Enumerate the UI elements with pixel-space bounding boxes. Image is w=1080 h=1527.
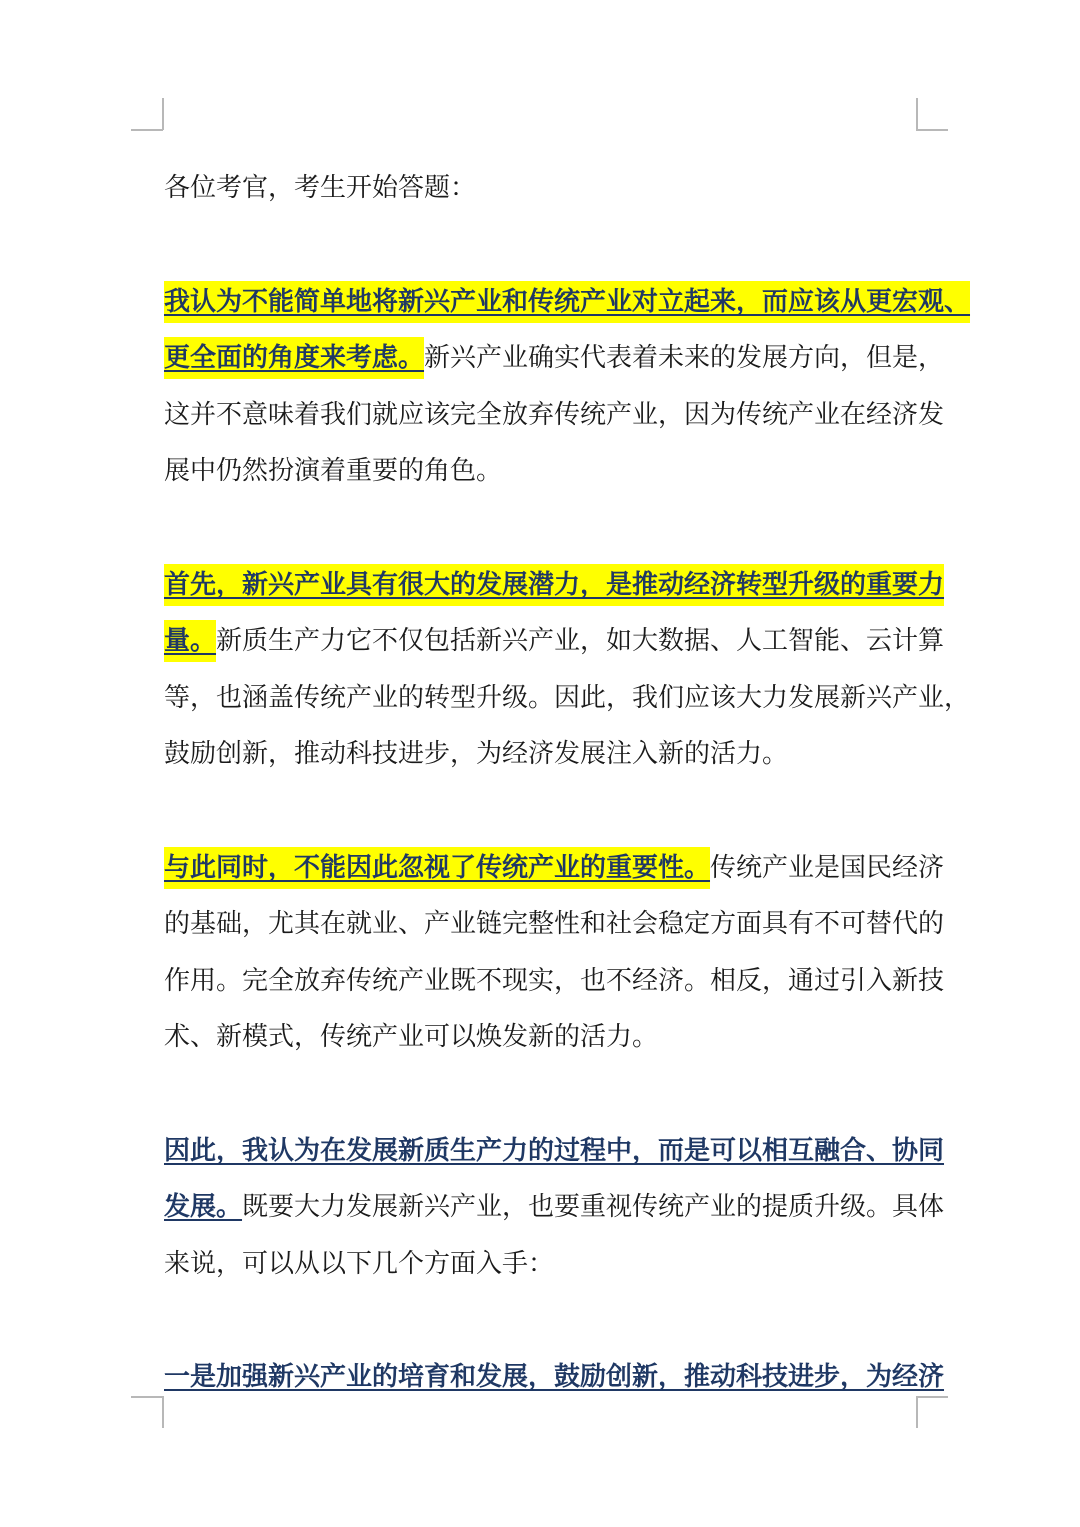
p5-line-1 [164, 1349, 945, 1406]
p2-line-4 [164, 726, 924, 783]
p4-line-2 [164, 1179, 945, 1236]
p3-body-text: 的基础，尤其在就业、产业链完整性和社会稳定方面具有不可替代的 [164, 909, 945, 939]
p2-highlighted-point-end: 量。 [164, 620, 216, 662]
crop-mark-top-right-horizontal [916, 129, 948, 131]
p1-highlighted-claim: 我认为不能简单地将新兴产业和传统产业对立起来，而应该从更宏观、 [164, 281, 970, 323]
p4-body-text: 既要大力发展新兴产业，也要重视传统产业的提质升级。具体 [242, 1192, 945, 1222]
p3-body-text: 作用。完全放弃传统产业既不现实，也不经济。相反，通过引入新技 [164, 965, 945, 996]
p2-body-text: 鼓励创新，推动科技进步，为经济发展注入新的活力。 [164, 739, 789, 769]
p1-line-1 [164, 274, 971, 331]
p1-highlighted-claim-end: 更全面的角度来考虑。 [164, 337, 424, 379]
p1-line-4 [164, 443, 924, 500]
p3-highlighted-point: 与此同时，不能因此忽视了传统产业的重要性。 [164, 847, 710, 889]
p4-line-1 [164, 1123, 945, 1180]
crop-mark-top-left-horizontal [131, 129, 163, 131]
p4-underlined-conclusion: 因此，我认为在发展新质生产力的过程中，而是可以相互融合、协同 [164, 1135, 945, 1166]
greeting-text: 各位考官，考生开始答题： [164, 173, 477, 203]
p3-line-4 [164, 1009, 924, 1066]
p3-line-1 [164, 840, 945, 897]
p4-underlined-conclusion-end: 发展。 [164, 1192, 243, 1222]
p3-body-text: 传统产业是国民经济 [710, 852, 945, 883]
p1-body-text: 新兴产业确实代表着未来的发展方向，但是， [424, 343, 945, 373]
p1-line-3 [164, 387, 945, 444]
p4-body-text: 来说，可以从以下几个方面入手： [164, 1248, 555, 1279]
p2-highlighted-point: 首先，新兴产业具有很大的发展潜力，是推动经济转型升级的重要力 [164, 564, 944, 606]
greeting-line [164, 160, 924, 217]
p2-line-2 [164, 613, 945, 670]
p4-line-3 [164, 1236, 924, 1293]
crop-mark-bottom-left-horizontal [131, 1396, 163, 1398]
p1-body-text: 展中仍然扮演着重要的角色。 [164, 456, 503, 486]
p2-line-1 [164, 557, 945, 614]
p1-body-text: 这并不意味着我们就应该完全放弃传统产业，因为传统产业在经济发 [164, 399, 945, 430]
p3-body-text: 术、新模式，传统产业可以焕发新的活力。 [164, 1022, 659, 1052]
p1-line-2 [164, 330, 945, 387]
document-body [164, 160, 971, 1406]
crop-mark-top-left-vertical [162, 98, 164, 130]
p3-line-3 [164, 953, 945, 1010]
p2-line-3 [164, 670, 971, 727]
p5-underlined-point: 一是加强新兴产业的培育和发展，鼓励创新，推动科技进步，为经济 [164, 1362, 945, 1392]
p2-body-text: 等，也涵盖传统产业的转型升级。因此，我们应该大力发展新兴产业， [164, 682, 971, 713]
p3-line-2 [164, 896, 945, 953]
crop-mark-top-right-vertical [916, 98, 918, 130]
p2-body-text: 新质生产力它不仅包括新兴产业，如大数据、人工智能、云计算 [216, 626, 945, 656]
